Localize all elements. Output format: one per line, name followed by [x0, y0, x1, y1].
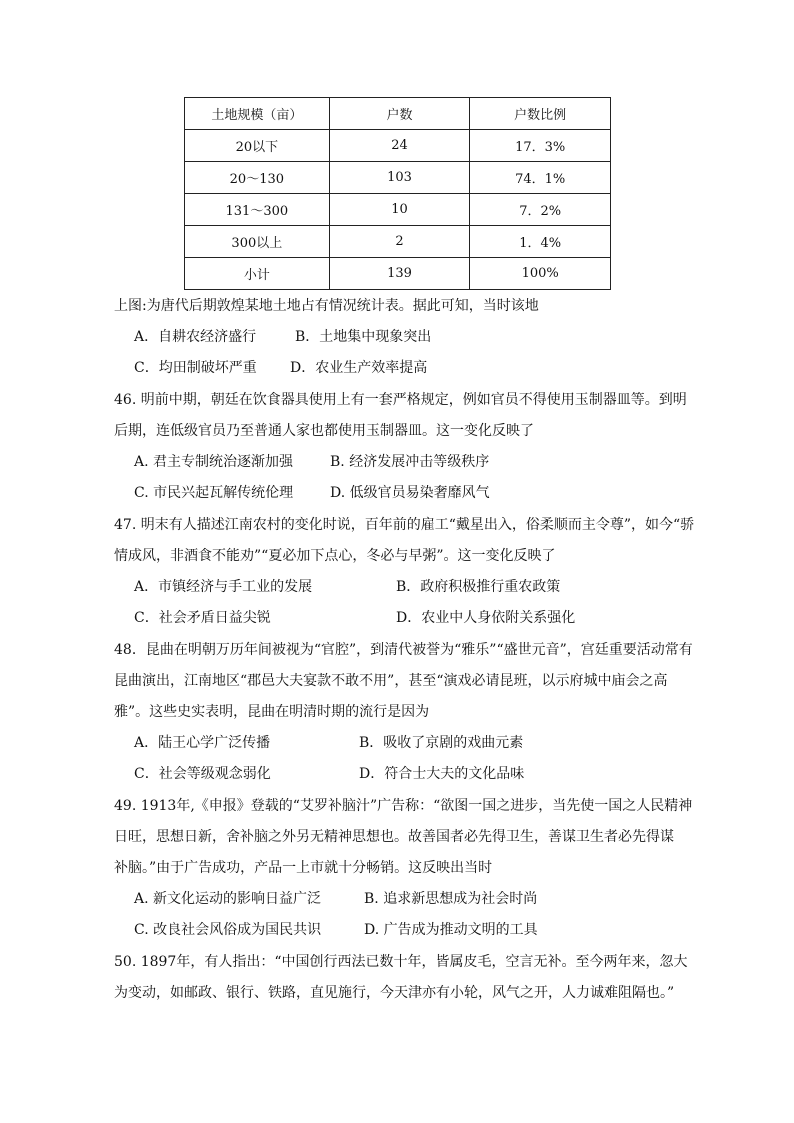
table-cell: 17．3%	[470, 130, 611, 162]
q48-option-a: A．陆王心学广泛传播	[134, 735, 271, 751]
question-45-stem: 上图:为唐代后期敦煌某地土地占有情况统计表。据此可知，当时该地	[114, 298, 539, 314]
question-49-line-3: 补脑。”由于广告成功，产品一上市就十分畅销。这反映出当时	[114, 860, 493, 876]
table-cell: 24	[329, 130, 470, 162]
table-cell: 2	[329, 226, 470, 258]
table-row	[185, 194, 611, 226]
table-row	[185, 130, 611, 162]
table-header-cell: 户数	[329, 98, 470, 130]
table-cell: 131～300	[185, 194, 330, 226]
question-48-line-2: 昆曲演出，江南地区“郡邑大夫宴款不敢不用”，甚至“演戏必请昆班，以示府城中庙会之高	[114, 673, 668, 689]
table-header-row	[185, 98, 611, 130]
q48-option-b: B．吸收了京剧的戏曲元素	[359, 735, 524, 751]
q47-option-c: C．社会矛盾日益尖锐	[134, 610, 271, 626]
land-statistics-table	[184, 97, 611, 290]
q46-option-b: B. 经济发展冲击等级秩序	[330, 454, 490, 470]
q48-option-d: D．符合士大夫的文化品味	[359, 766, 525, 782]
q46-option-a: A. 君主专制统治逐渐加强	[134, 454, 294, 470]
q48-option-c: C．社会等级观念弱化	[134, 766, 271, 782]
table-row	[185, 258, 611, 290]
table-cell: 7．2%	[470, 194, 611, 226]
q47-option-b: B．政府积极推行重农政策	[396, 579, 561, 595]
q47-option-a: A．市镇经济与手工业的发展	[134, 579, 313, 595]
q49-option-d: D. 广告成为推动文明的工具	[364, 922, 538, 938]
q45-option-a: A．自耕农经济盛行	[134, 329, 257, 345]
q49-option-b: B. 追求新思想成为社会时尚	[364, 891, 538, 907]
table-cell: 1．4%	[470, 226, 611, 258]
q49-option-c: C. 改良社会风俗成为国民共识	[134, 922, 322, 938]
table-row	[185, 162, 611, 194]
table-header-cell: 土地规模（亩）	[185, 98, 330, 130]
question-46-line-1: 46. 明前中期，朝廷在饮食器具使用上有一套严格规定，例如官员不得使用玉制器皿等。到明	[114, 392, 687, 408]
question-49-line-1: 49. 1913年,《申报》登载的“艾罗补脑汁”广告称：“欲图一国之进步，当先使一国之人民精神	[114, 798, 693, 814]
table-cell: 小计	[185, 258, 330, 290]
question-48-line-1: 48．昆曲在明朝万历年间被视为“官腔”，到清代被誉为“雅乐”“盛世元音”，宫廷重要活动常有	[114, 642, 693, 658]
question-46-line-2: 后期，连低级官员乃至普通人家也都使用玉制器皿。这一变化反映了	[114, 423, 534, 439]
question-48-line-3: 雅”。这些史实表明，昆曲在明清时期的流行是因为	[114, 704, 430, 720]
table-cell: 10	[329, 194, 470, 226]
question-47-line-2: 情成风，非酒食不能劝”“夏必加下点心，冬必与早粥”。这一变化反映了	[114, 548, 556, 564]
question-50-line-1: 50. 1897年，有人指出：“中国创行西法已数十年，皆属皮毛，空言无补。至今两年来，忽大	[114, 954, 688, 970]
table-cell: 74．1%	[470, 162, 611, 194]
q49-option-a: A. 新文化运动的影响日益广泛	[134, 891, 322, 907]
q47-option-d: D．农业中人身依附关系强化	[396, 610, 576, 626]
q45-option-b: B．土地集中现象突出	[295, 329, 432, 345]
table-header-cell: 户数比例	[470, 98, 611, 130]
table-cell: 100%	[470, 258, 611, 290]
table-cell: 103	[329, 162, 470, 194]
question-47-line-1: 47. 明末有人描述江南农村的变化时说，百年前的雇工“戴星出入，俗柔顺而主令尊”，如今“骄	[114, 517, 695, 533]
table-cell: 139	[329, 258, 470, 290]
q45-option-d: D．农业生产效率提高	[290, 360, 428, 376]
question-50-line-2: 为变动，如邮政、银行、铁路，直见施行，今天津亦有小轮，风气之开，人力诚难阻隔也。”	[114, 985, 675, 1001]
q45-option-c: C．均田制破坏严重	[134, 360, 257, 376]
q46-option-d: D. 低级官员易染奢靡风气	[330, 485, 490, 501]
table-cell: 20～130	[185, 162, 330, 194]
q46-option-c: C. 市民兴起瓦解传统伦理	[134, 485, 294, 501]
table-row	[185, 226, 611, 258]
table-cell: 300以上	[185, 226, 330, 258]
table-cell: 20以下	[185, 130, 330, 162]
question-49-line-2: 日旺，思想日新，舍补脑之外另无精神思想也。故善国者必先得卫生，善谋卫生者必先得谋	[114, 829, 674, 845]
